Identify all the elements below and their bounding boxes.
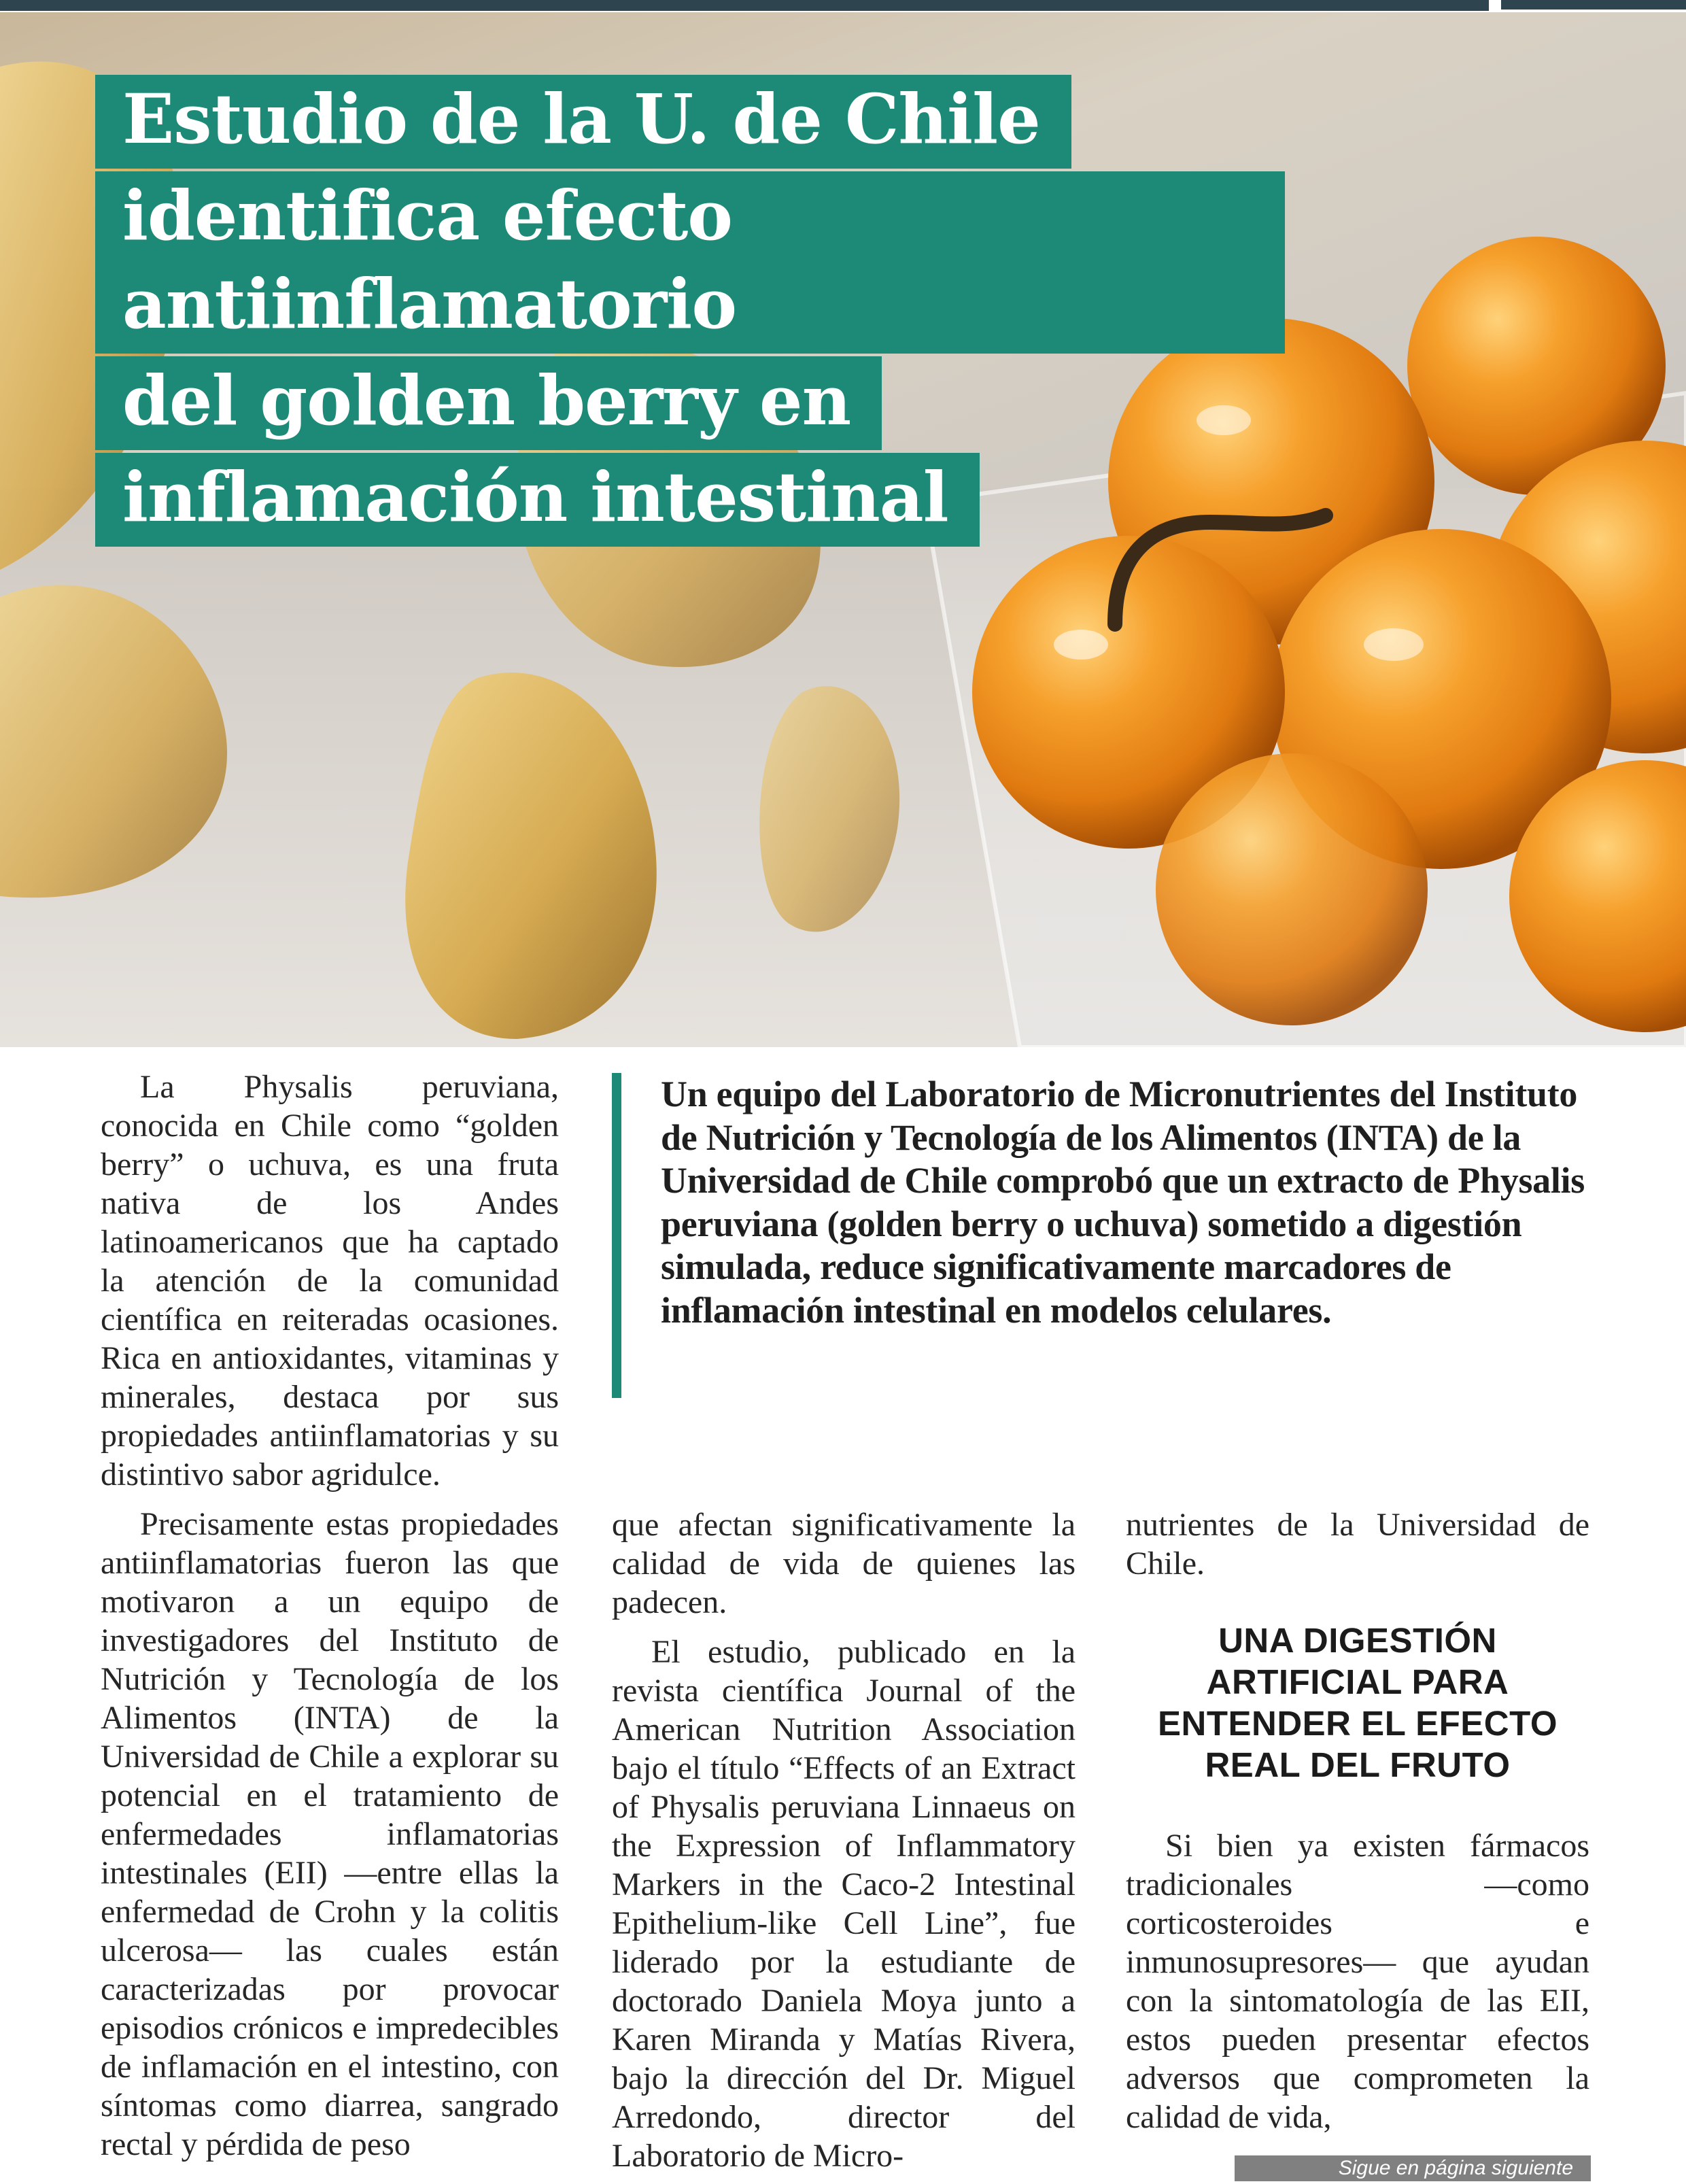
headline-line-1: Estudio de la U. de Chile: [95, 75, 1071, 169]
subheading-line-2: ARTIFICIAL PARA: [1206, 1662, 1509, 1701]
col2-paragraph-1: que afectan significativamente la calidad de vida de quienes las padecen.: [612, 1507, 1076, 1620]
lead-paragraph: [612, 1073, 1591, 1399]
top-rule-bar-right: [1501, 0, 1686, 10]
berry: [1156, 753, 1428, 1025]
berry-highlight: [1054, 630, 1108, 660]
subheading-line-3: ENTENDER EL EFECTO: [1157, 1704, 1558, 1743]
body-column-2: [612, 1505, 1076, 2175]
berry-highlight: [1364, 628, 1424, 661]
col2-paragraph-2: El estudio, publicado en la revista científica Journal of the American Nutrition Association bajo el título “Effects of an Extract of Physalis peruviana Linnaeus on the Expression of Inflammatory Markers in the Caco-2 Intestinal Epithelium-like Cell Line”, fue liderado por la estudiante de doctorado Daniela Moya junto a Karen Miranda y Matías Rivera, bajo la dirección del Dr. Miguel Arredondo, director del Laboratorio de Micro-: [612, 1634, 1076, 2174]
col1-paragraph-2: Precisamente estas propiedades antiinflamatorias fueron las que motivaron a un equipo de investigadores del Instituto de Nutrición y Tecnología de los Alimentos (INTA) de la Universidad de Chile a explorar su potencial en el tratamiento de enfermedades inflamatorias intestinales (EII) —entre ellas la enfermedad de Crohn y la colitis ulcerosa— las cuales están caracterizadas por provocar episodios crónicos e impredecibles de inflamación en el intestino, con síntomas como diarrea, sangrado rectal y pérdida de peso: [101, 1506, 559, 2162]
body-column-3: [1126, 1505, 1589, 1583]
col3-paragraph-2: Si bien ya existen fármacos tradicionales —como corticosteroides e inmunosupresores— que ayudan con la sintomatología de las EII, estos pueden presentar efectos adversos que comprometen la calidad de vida,: [1126, 1828, 1589, 2135]
headline: [95, 75, 1285, 549]
section-subheading: [1126, 1620, 1589, 1786]
lead-accent-bar: [612, 1073, 621, 1398]
top-rule: [0, 0, 1686, 12]
headline-line-3: del golden berry en: [95, 356, 882, 450]
body-column-3-continued: [1126, 1826, 1589, 2136]
top-rule-thin-line: [0, 10, 1489, 11]
headline-line-2: identifica efecto antiinflamatorio: [95, 171, 1285, 354]
col3-paragraph-1: nutrientes de la Universidad de Chile.: [1126, 1507, 1589, 1582]
body-column-1: [101, 1068, 559, 2164]
headline-line-4: inflamación intestinal: [95, 453, 980, 547]
subheading-line-4: REAL DEL FRUTO: [1205, 1745, 1511, 1784]
continued-on-next-page-tag: Sigue en página siguiente: [1235, 2155, 1591, 2181]
subheading-line-1: UNA DIGESTIÓN: [1218, 1621, 1497, 1660]
col1-paragraph-1: La Physalis peruviana, conocida en Chile como “golden berry” o uchuva, es una fruta nativa de los Andes latinoamericanos que ha captado la atención de la comunidad científica en reiteradas ocasiones. Rica en antioxidantes, vitaminas y minerales, destaca por sus propiedades antiinflamatorias y su distintivo sabor agridulce.: [101, 1069, 559, 1492]
top-rule-bar-left: [0, 0, 1489, 10]
lead-text: Un equipo del Laboratorio de Micronutrientes del Instituto de Nutrición y Tecnología de los Alimentos (INTA) de la Universidad de Chile comprobó que un extracto de Physalis peruviana (golden berry o uchuva) sometido a digestión simulada, reduce significativamente marcadores de inflamación intestinal en modelos celulares.: [661, 1074, 1585, 1331]
